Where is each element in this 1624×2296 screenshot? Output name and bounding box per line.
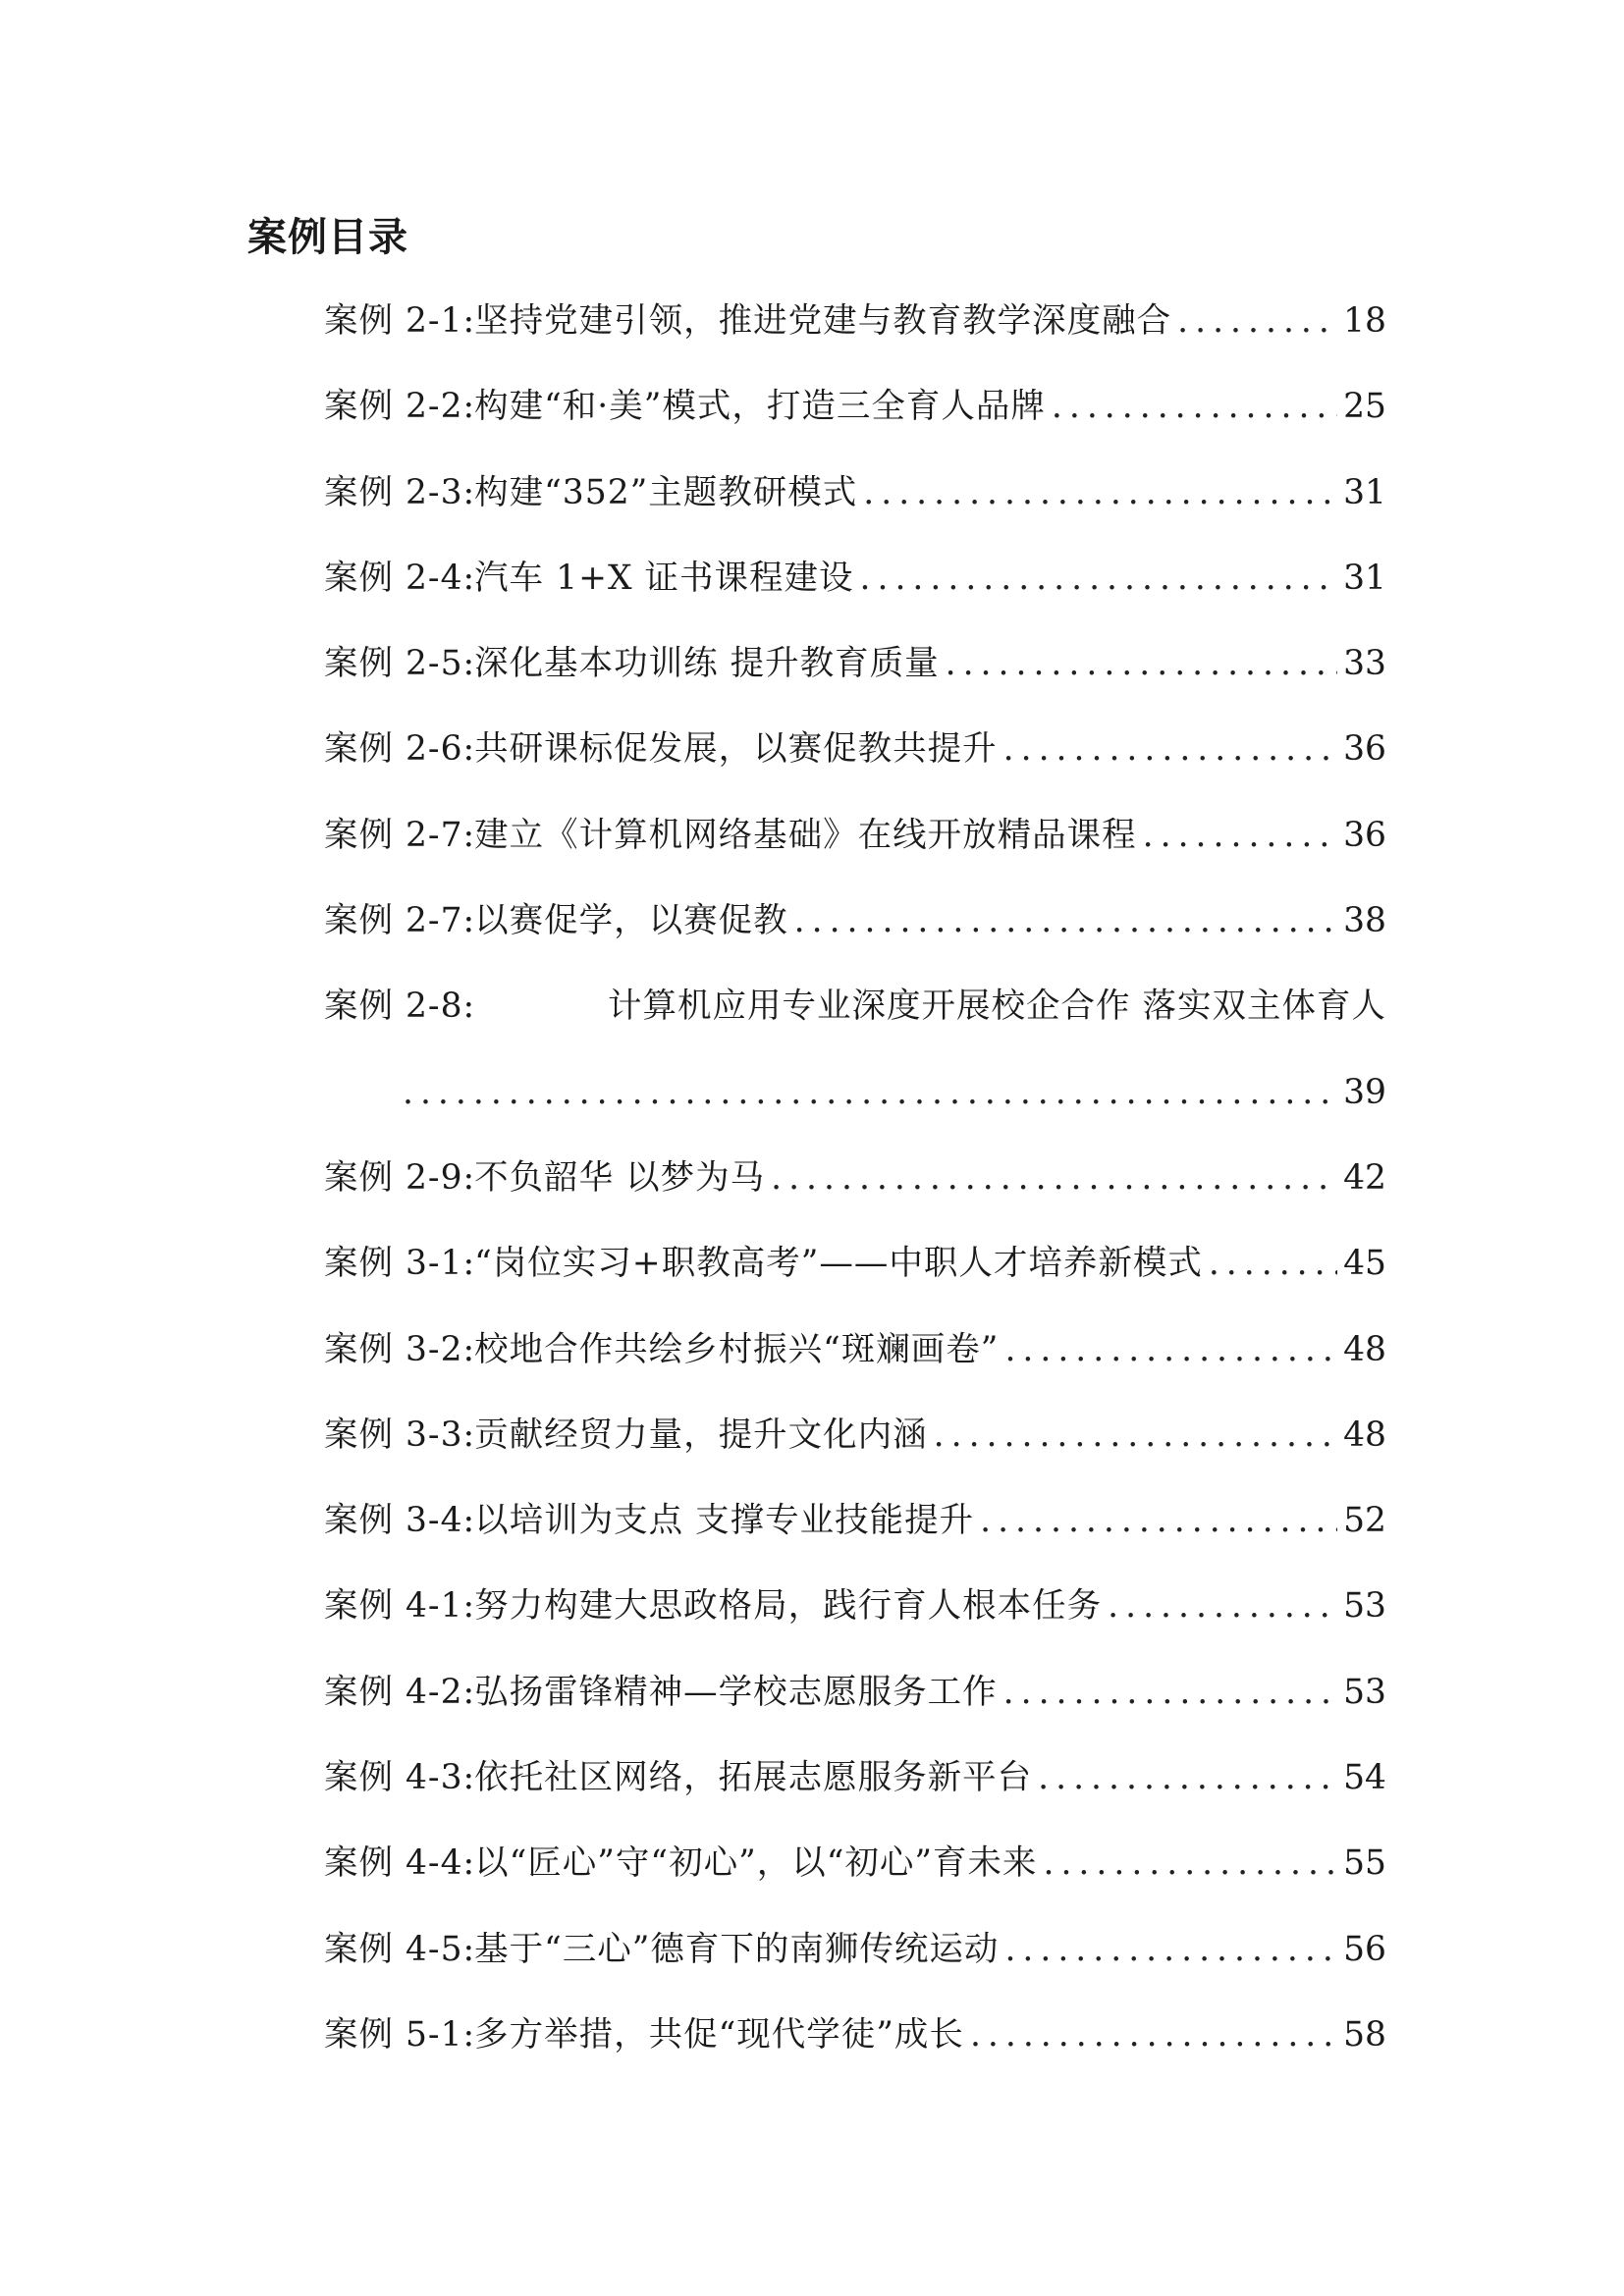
entry-label: 案例 4-2 bbox=[324, 1672, 463, 1712]
toc-entry[interactable] bbox=[324, 1239, 1386, 1324]
entry-separator: : bbox=[462, 1415, 475, 1455]
entry-page-number: 53 bbox=[1343, 1586, 1386, 1627]
entry-label: 案例 3-1 bbox=[324, 1244, 463, 1284]
entry-label: 案例 5-1 bbox=[324, 2014, 463, 2055]
entry-title: 汽车 1+X 证书课程建设 bbox=[474, 558, 854, 598]
entry-page-number: 25 bbox=[1343, 387, 1386, 427]
dot-leader bbox=[863, 468, 1337, 517]
toc-entry[interactable] bbox=[324, 382, 1386, 467]
dot-leader bbox=[1209, 1239, 1337, 1288]
entry-page-number: 56 bbox=[1343, 1929, 1386, 1969]
entry-title: 贡献经贸力量，提升文化内涵 bbox=[474, 1415, 928, 1455]
entry-separator: : bbox=[462, 2014, 475, 2055]
entry-title: 弘扬雷锋精神—学校志愿服务工作 bbox=[474, 1672, 998, 1712]
dot-leader bbox=[946, 639, 1337, 688]
entry-label: 案例 3-2 bbox=[324, 1329, 463, 1369]
entry-separator: : bbox=[462, 1929, 475, 1969]
toc-entry[interactable] bbox=[324, 639, 1386, 724]
entry-page-number: 48 bbox=[1343, 1329, 1386, 1369]
entry-title: 不负韶华 以梦为马 bbox=[474, 1157, 766, 1198]
entry-separator: : bbox=[462, 1843, 475, 1884]
dot-leader bbox=[934, 1411, 1337, 1460]
entry-label: 案例 2-7 bbox=[324, 815, 463, 855]
dot-leader bbox=[860, 554, 1338, 603]
entry-label: 案例 2-8 bbox=[324, 987, 463, 1027]
toc-entry[interactable] bbox=[324, 1753, 1386, 1839]
entry-page-number: 38 bbox=[1343, 901, 1386, 941]
entry-title: 计算机应用专业深度开展校企合作 落实双主体育人 bbox=[608, 987, 1386, 1027]
entry-title: 建立《计算机网络基础》在线开放精品课程 bbox=[474, 815, 1137, 855]
entry-page-number: 55 bbox=[1343, 1843, 1386, 1884]
dot-leader bbox=[794, 896, 1337, 945]
entry-separator: : bbox=[462, 301, 475, 341]
entry-title: 坚持党建引领，推进党建与教育教学深度融合 bbox=[474, 301, 1172, 341]
entry-title: 以培训为支点 支撑专业技能提升 bbox=[474, 1501, 975, 1541]
entry-page-number: 52 bbox=[1343, 1501, 1386, 1541]
entry-title: “岗位实习+职教高考”——中职人才培养新模式 bbox=[474, 1244, 1203, 1284]
entry-first-line bbox=[324, 982, 1386, 1067]
toc-entry[interactable] bbox=[324, 1153, 1386, 1239]
entry-title: 构建“和·美”模式，打造三全育人品牌 bbox=[474, 387, 1046, 427]
toc-entry[interactable] bbox=[324, 1668, 1386, 1753]
entry-title: 深化基本功训练 提升教育质量 bbox=[474, 644, 940, 684]
entry-label: 案例 3-3 bbox=[324, 1415, 463, 1455]
entry-title: 基于“三心”德育下的南狮传统运动 bbox=[474, 1929, 1000, 1969]
entry-page-number: 53 bbox=[1343, 1672, 1386, 1712]
entry-separator: : bbox=[462, 987, 475, 1027]
entry-separator: : bbox=[462, 1758, 475, 1798]
toc-entry[interactable] bbox=[324, 982, 1386, 1153]
entry-page-number: 36 bbox=[1343, 815, 1386, 855]
entry-separator: : bbox=[462, 1501, 475, 1541]
toc-entry[interactable] bbox=[324, 1839, 1386, 1924]
toc-entry[interactable] bbox=[324, 468, 1386, 554]
entry-label: 案例 4-1 bbox=[324, 1586, 463, 1627]
dot-leader bbox=[1003, 1668, 1337, 1717]
toc-entry[interactable] bbox=[324, 1581, 1386, 1667]
toc-list bbox=[324, 296, 1386, 2096]
toc-entry[interactable] bbox=[324, 1496, 1386, 1581]
entry-separator: : bbox=[462, 1244, 475, 1284]
entry-label: 案例 2-5 bbox=[324, 644, 463, 684]
entry-page-number: 58 bbox=[1343, 2014, 1386, 2055]
entry-page-number: 42 bbox=[1343, 1157, 1386, 1198]
entry-separator: : bbox=[462, 1586, 475, 1627]
dot-leader bbox=[1003, 724, 1337, 774]
entry-separator: : bbox=[462, 1157, 475, 1198]
entry-separator: : bbox=[462, 729, 475, 770]
toc-entry[interactable] bbox=[324, 554, 1386, 639]
entry-label: 案例 2-9 bbox=[324, 1157, 463, 1198]
dot-leader bbox=[1038, 1753, 1337, 1802]
entry-separator: : bbox=[462, 558, 475, 598]
entry-page-number: 31 bbox=[1343, 558, 1386, 598]
entry-label: 案例 2-7 bbox=[324, 901, 463, 941]
dot-leader bbox=[1143, 811, 1337, 860]
entry-label: 案例 4-5 bbox=[324, 1929, 463, 1969]
dot-leader bbox=[403, 1068, 1337, 1117]
entry-label: 案例 4-3 bbox=[324, 1758, 463, 1798]
toc-entry[interactable] bbox=[324, 1325, 1386, 1411]
entry-page-number: 31 bbox=[1343, 472, 1386, 512]
entry-separator: : bbox=[462, 644, 475, 684]
entry-separator: : bbox=[462, 472, 475, 512]
entry-title: 共研课标促发展，以赛促教共提升 bbox=[474, 729, 998, 770]
toc-entry[interactable] bbox=[324, 1925, 1386, 2010]
entry-label: 案例 3-4 bbox=[324, 1501, 463, 1541]
dot-leader bbox=[1177, 296, 1337, 346]
entry-page-number: 54 bbox=[1343, 1758, 1386, 1798]
entry-page-number: 18 bbox=[1343, 301, 1386, 341]
entry-separator: : bbox=[462, 1672, 475, 1712]
toc-entry[interactable] bbox=[324, 2010, 1386, 2096]
entry-label: 案例 2-6 bbox=[324, 729, 463, 770]
entry-page-number: 39 bbox=[1343, 1072, 1386, 1112]
entry-separator: : bbox=[462, 901, 475, 941]
dot-leader bbox=[970, 2010, 1337, 2059]
entry-label: 案例 2-2 bbox=[324, 387, 463, 427]
entry-title: 依托社区网络，拓展志愿服务新平台 bbox=[474, 1758, 1033, 1798]
entry-separator: : bbox=[462, 1329, 475, 1369]
dot-leader bbox=[1108, 1581, 1337, 1630]
dot-leader bbox=[980, 1496, 1337, 1545]
dot-leader bbox=[1004, 1925, 1337, 1974]
entry-label: 案例 2-3 bbox=[324, 472, 463, 512]
entry-separator: : bbox=[462, 815, 475, 855]
dot-leader bbox=[771, 1153, 1337, 1202]
entry-label: 案例 2-1 bbox=[324, 301, 463, 341]
entry-title: 以“匠心”守“初心”，以“初心”育未来 bbox=[474, 1843, 1038, 1884]
entry-label: 案例 4-4 bbox=[324, 1843, 463, 1884]
entry-title: 构建“352”主题教研模式 bbox=[474, 472, 858, 512]
dot-leader bbox=[1052, 382, 1337, 431]
entry-title: 以赛促学，以赛促教 bbox=[474, 901, 788, 941]
entry-page-number: 45 bbox=[1343, 1244, 1386, 1284]
toc-entry[interactable] bbox=[324, 296, 1386, 382]
toc-entry[interactable] bbox=[324, 724, 1386, 810]
entry-label: 案例 2-4 bbox=[324, 558, 463, 598]
entry-second-line bbox=[324, 1068, 1386, 1153]
toc-entry[interactable] bbox=[324, 896, 1386, 982]
entry-title: 校地合作共绘乡村振兴“斑斓画卷” bbox=[474, 1329, 1000, 1369]
toc-entry[interactable] bbox=[324, 1411, 1386, 1496]
toc-title: 案例目录 bbox=[247, 215, 408, 260]
entry-page-number: 36 bbox=[1343, 729, 1386, 770]
toc-entry[interactable] bbox=[324, 811, 1386, 896]
dot-leader bbox=[1004, 1325, 1337, 1374]
entry-page-number: 48 bbox=[1343, 1415, 1386, 1455]
entry-title: 多方举措，共促“现代学徒”成长 bbox=[474, 2014, 964, 2055]
entry-separator: : bbox=[462, 387, 475, 427]
dot-leader bbox=[1043, 1839, 1337, 1888]
entry-title: 努力构建大思政格局，践行育人根本任务 bbox=[474, 1586, 1103, 1627]
entry-page-number: 33 bbox=[1343, 644, 1386, 684]
